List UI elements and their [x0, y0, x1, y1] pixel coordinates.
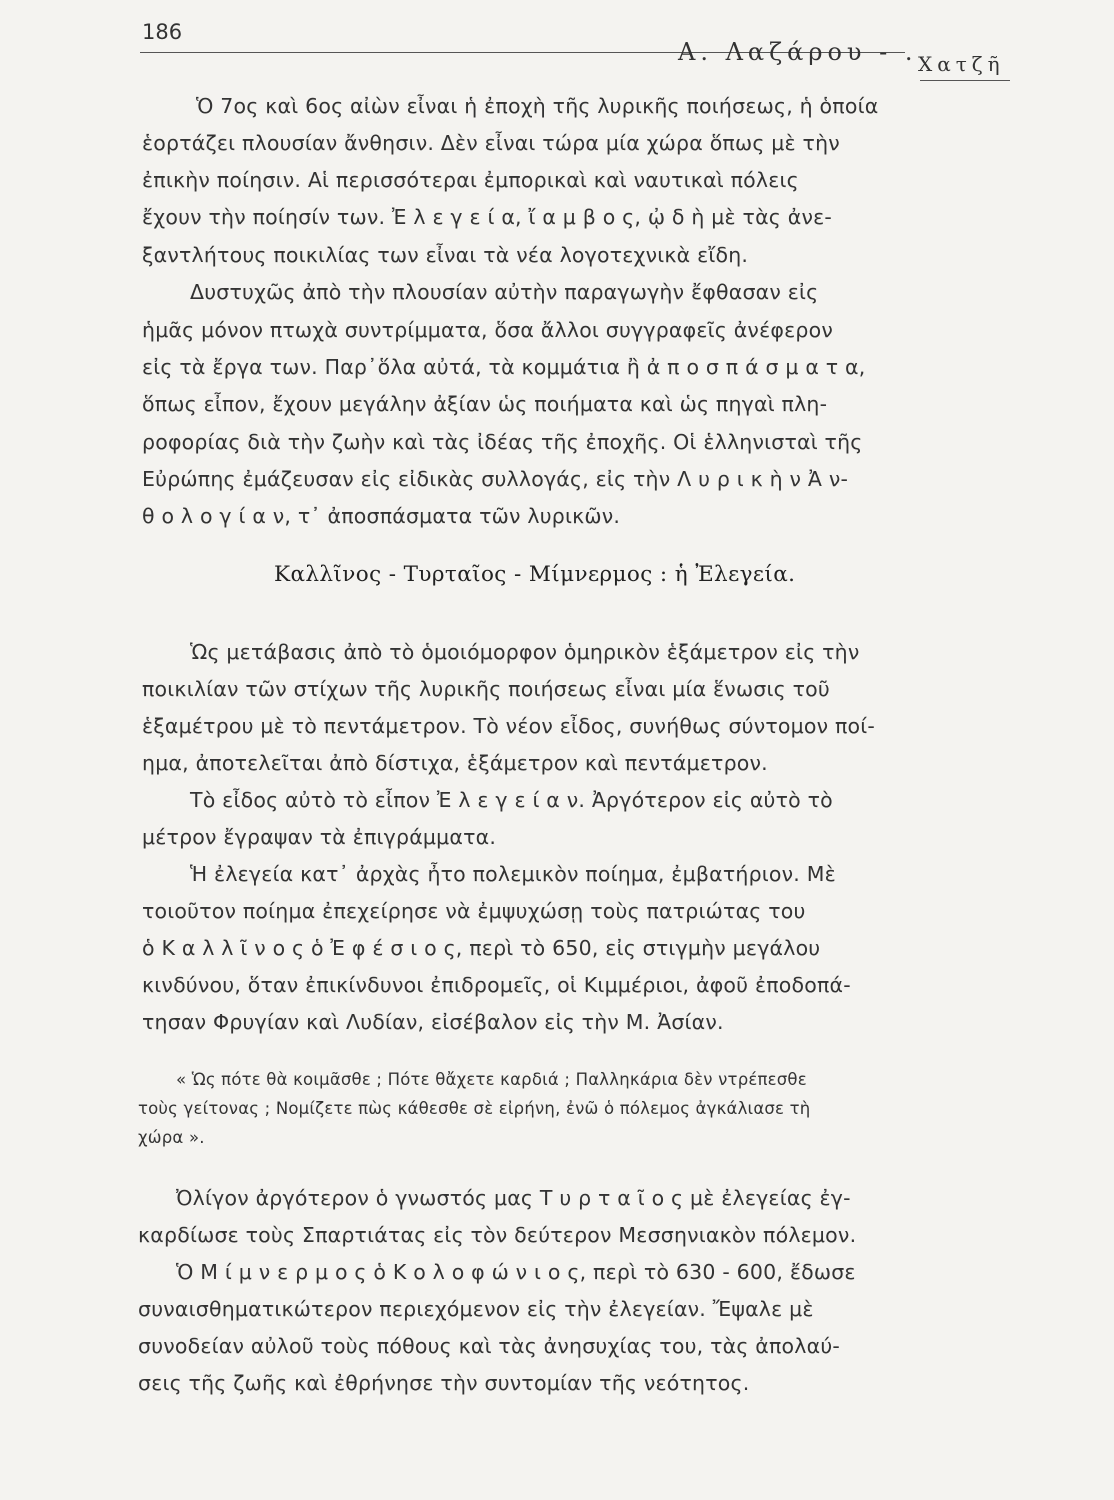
quote-line: τοὺς γείτονας ; Νομίζετε πὼς κάθεσθε σὲ εἰρήνη, ἐνῶ ὁ πόλεμος ἀγκάλιασε τὴ — [138, 1099, 811, 1118]
paragraph-line: σεις τῆς ζωῆς καὶ ἐθρήνησε τὴν συντομίαν τῆς νεότητος. — [138, 1371, 750, 1395]
paragraph-line: ἐπικὴν ποίησιν. Αἱ περισσότεραι ἐμπορικαὶ καὶ ναυτικαὶ πόλεις — [142, 168, 799, 192]
paragraph-line: συνοδείαν αὐλοῦ τοὺς πόθους καὶ τὰς ἀνησυχίας του, τὰς ἀπολαύ- — [138, 1334, 840, 1358]
paragraph-line: τοιοῦτον ποίημα ἐπεχείρησε νὰ ἐμψυχώσῃ τοὺς πατριώτας του — [142, 899, 806, 923]
paragraph-line: θ ο λ ο γ ί α ν, τ᾽ ἀποσπάσματα τῶν λυρικῶν. — [142, 504, 621, 528]
paragraph-line: ἑορτάζει πλουσίαν ἄνθησιν. Δὲν εἶναι τώρα μία χώρα ὅπως μὲ τὴν — [142, 131, 840, 155]
paragraph-line: ποικιλίαν τῶν στίχων τῆς λυρικῆς ποιήσεως εἶναι μία ἕνωσις τοῦ — [142, 677, 830, 701]
paragraph-line: ἔχουν τὴν ποίησίν των. Ἐ λ ε γ ε ί α, ἴ α μ β ο ς, ᾠ δ ὴ μὲ τὰς ἀνε- — [142, 205, 832, 229]
header-rule-short — [920, 80, 1010, 81]
paragraph-line: Εὐρώπης ἐμάζευσαν εἰς εἰδικὰς συλλογάς, εἰς τὴν Λ υ ρ ι κ ὴ ν Ἀ ν- — [142, 467, 849, 491]
paragraph-line: μέτρον ἔγραψαν τὰ ἐπιγράμματα. — [142, 825, 497, 849]
paragraph-line: τησαν Φρυγίαν καὶ Λυδίαν, εἰσέβαλον εἰς τὴν Μ. Ἀσίαν. — [142, 1010, 724, 1034]
paragraph-line: ὁ Κ α λ λ ῖ ν ο ς ὁ Ἐ φ έ σ ι ο ς, περὶ τὸ 650, εἰς στιγμὴν μεγάλου — [142, 936, 821, 960]
paragraph-line: Ἡ ἐλεγεία κατ᾽ ἀρχὰς ἦτο πολεμικὸν ποίημα, ἐμβατήριον. Μὲ — [190, 862, 836, 886]
section-heading: Καλλῖνος - Τυρταῖος - Μίμνερμος : ἡ Ἐλεγεία. — [274, 562, 796, 587]
paragraph-line: εἰς τὰ ἔργα των. Παρ᾽ὅλα αὐτά, τὰ κομμάτια ἢ ἀ π ο σ π ά σ μ α τ α, — [142, 355, 866, 379]
paragraph-line: Ὁ 7ος καὶ 6ος αἰὼν εἶναι ἡ ἐποχὴ τῆς λυρικῆς ποιήσεως, ἡ ὁποία — [196, 94, 879, 118]
paragraph-line: Ὀλίγον ἀργότερον ὁ γνωστός μας Τ υ ρ τ α ῖ ο ς μὲ ἐλεγείας ἐγ- — [176, 1186, 851, 1210]
paragraph-line: ὅπως εἶπον, ἔχουν μεγάλην ἀξίαν ὡς ποιήματα καὶ ὡς πηγαὶ πλη- — [142, 392, 828, 416]
paragraph-line: κινδύνου, ὅταν ἐπικίνδυνοι ἐπιδρομεῖς, οἱ Κιμμέριοι, ἀφοῦ ἐποδοπά- — [142, 973, 851, 997]
quote-line: χώρα ». — [138, 1128, 205, 1147]
paragraph-line: Ὡς μετάβασις ἀπὸ τὸ ὁμοιόμορφον ὁμηρικὸν ἑξάμετρον εἰς τὴν — [190, 640, 860, 664]
running-head-surname: Χατζῆ — [918, 52, 1005, 76]
paragraph-line: ἑξαμέτρου μὲ τὸ πεντάμετρον. Τὸ νέον εἶδος, συνήθως σύντομον ποί- — [142, 714, 876, 738]
paragraph-line: ροφορίας διὰ τὴν ζωὴν καὶ τὰς ἰδέας τῆς ἐποχῆς. Οἱ ἑλληνισταὶ τῆς — [142, 430, 863, 454]
page-number: 186 — [142, 20, 183, 44]
paragraph-line: Ὁ Μ ί μ ν ε ρ μ ο ς ὁ Κ ο λ ο φ ώ ν ι ο ς, περὶ τὸ 630 - 600, ἔδωσε — [176, 1260, 856, 1284]
running-head: Α. Λαζάρου - . — [678, 38, 918, 66]
paragraph-line: συναισθηματικώτερον περιεχόμενον εἰς τὴν ἐλεγείαν. Ἔψαλε μὲ — [138, 1297, 814, 1321]
paragraph-line: Δυστυχῶς ἀπὸ τὴν πλουσίαν αὐτὴν παραγωγὴν ἔφθασαν εἰς — [190, 280, 819, 304]
paragraph-line: ημα, ἀποτελεῖται ἀπὸ δίστιχα, ἑξάμετρον καὶ πεντάμετρον. — [142, 751, 768, 775]
quote-line: « Ὡς πότε θὰ κοιμᾶσθε ; Πότε θἄχετε καρδιά ; Παλληκάρια δὲν ντρέπεσθε — [176, 1070, 807, 1089]
paragraph-line: Τὸ εἶδος αὐτὸ τὸ εἶπον Ἐ λ ε γ ε ί α ν. Ἀργότερον εἰς αὐτὸ τὸ — [190, 788, 833, 812]
paragraph-line: καρδίωσε τοὺς Σπαρτιάτας εἰς τὸν δεύτερον Μεσσηνιακὸν πόλεμον. — [138, 1223, 857, 1247]
paragraph-line: ἡμᾶς μόνον πτωχὰ συντρίμματα, ὅσα ἄλλοι συγγραφεῖς ἀνέφερον — [142, 318, 833, 342]
paragraph-line: ξαντλήτους ποικιλίας των εἶναι τὰ νέα λογοτεχνικὰ εἴδη. — [142, 243, 749, 267]
